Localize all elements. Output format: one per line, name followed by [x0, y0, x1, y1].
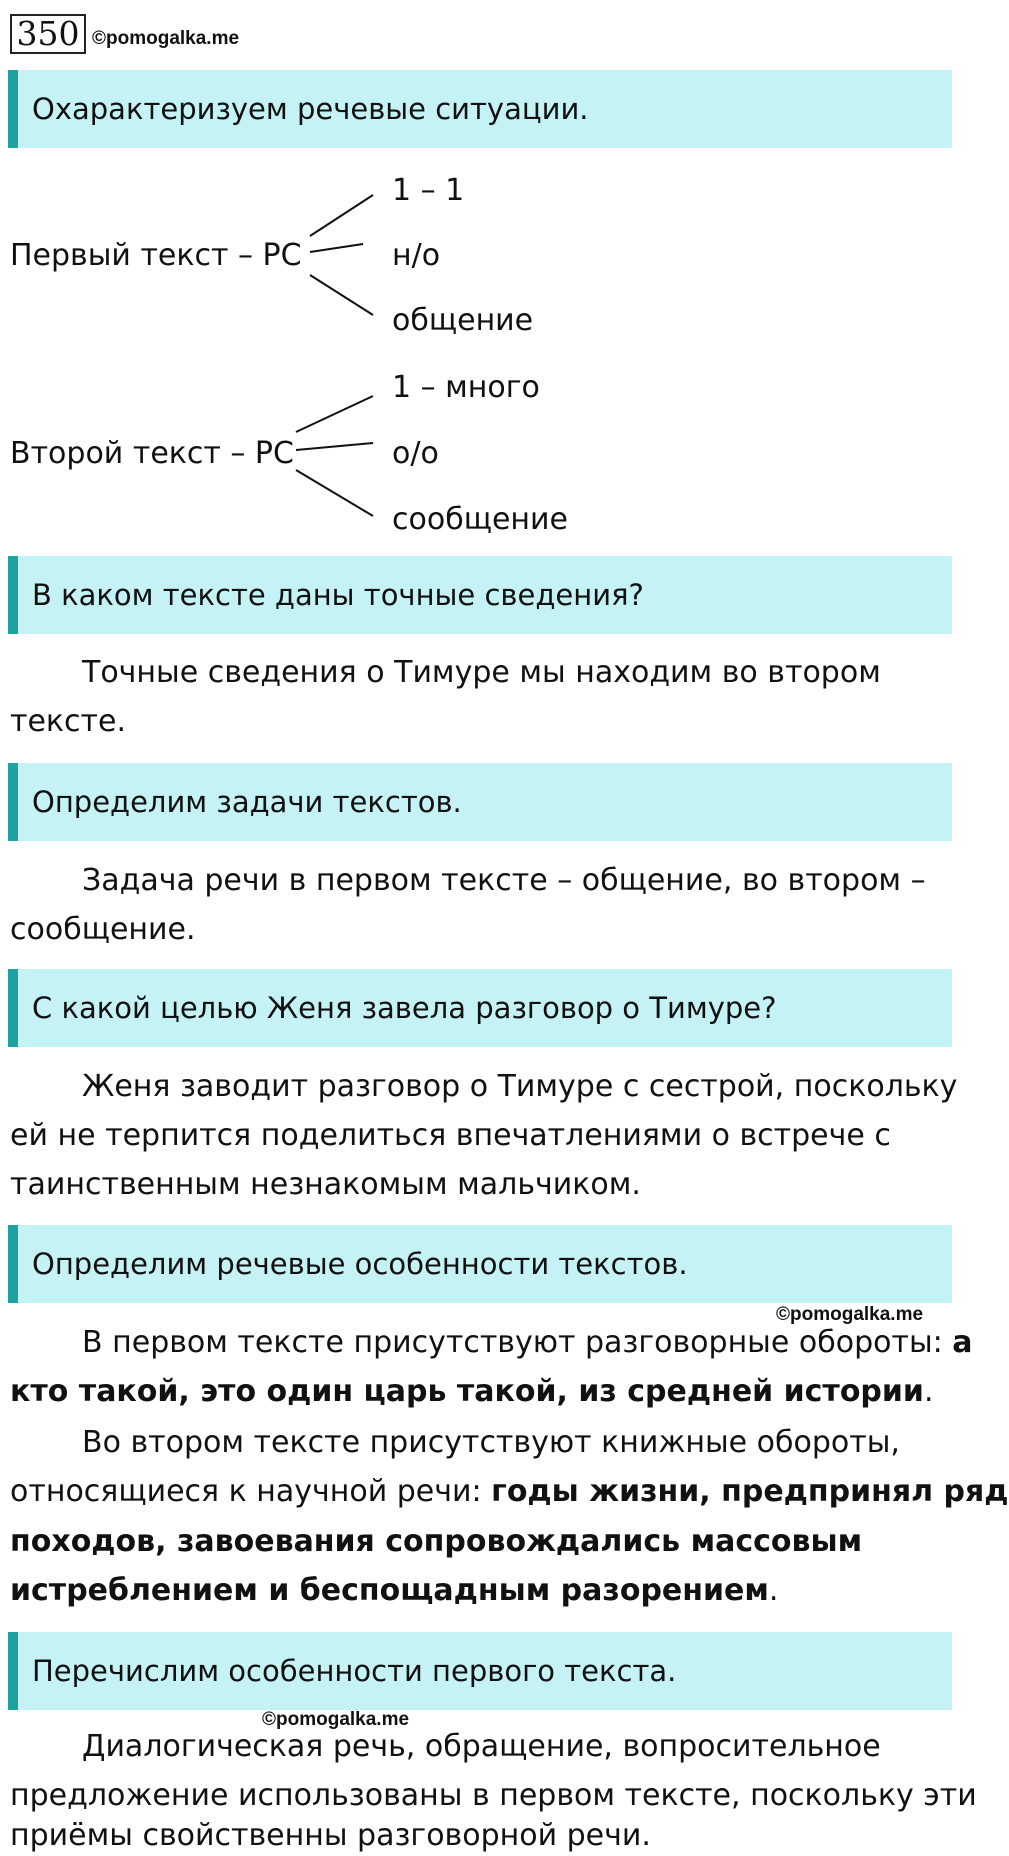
paragraph-line: ей не терпится поделиться впечатлениями о встрече с: [10, 1118, 891, 1153]
scheme2-label: Второй текст – РС: [10, 436, 294, 471]
scheme2-branch: о/о: [392, 436, 439, 471]
scheme2-branch: сообщение: [392, 502, 568, 537]
watermark: ©pomogalka.me: [262, 1709, 410, 1730]
section-heading: Определим задачи текстов.: [8, 763, 952, 841]
section-heading: С какой целью Женя завела разговор о Тимуре?: [8, 969, 952, 1047]
paragraph-line: Диалогическая речь, обращение, вопросительное: [82, 1729, 881, 1764]
paragraph-line: тексте.: [10, 704, 127, 739]
bold-text: кто такой, это один царь такой, из средней истории: [10, 1374, 924, 1409]
paragraph-line: Точные сведения о Тимуре мы находим во втором: [82, 655, 881, 690]
paragraph-line: предложение использованы в первом тексте, поскольку эти: [10, 1778, 977, 1813]
paragraph-line: [82, 1323, 973, 1363]
scheme1-branch: н/о: [392, 238, 441, 273]
section-heading: Перечислим особенности первого текста.: [8, 1632, 952, 1710]
text-run: .: [768, 1573, 779, 1608]
task-number: 350: [10, 14, 86, 54]
text-run: относящиеся к научной речи:: [10, 1474, 492, 1509]
scheme1-branch: общение: [392, 303, 534, 338]
bold-text: а: [952, 1325, 973, 1360]
paragraph-line: походов, завоевания сопровождались массовым: [10, 1524, 863, 1559]
bold-text: годы жизни, предпринял ряд: [491, 1474, 1009, 1509]
bold-text: истреблением и беспощадным разорением: [10, 1573, 769, 1608]
section-heading: В каком тексте даны точные сведения?: [8, 556, 952, 634]
paragraph-line: [10, 1472, 1009, 1512]
paragraph-line: [10, 1571, 778, 1611]
paragraph-line: Задача речи в первом тексте – общение, во втором –: [82, 863, 926, 898]
scheme2-branch: 1 – много: [392, 370, 540, 405]
watermark: ©pomogalka.me: [92, 28, 240, 49]
watermark: ©pomogalka.me: [776, 1304, 924, 1325]
paragraph-line: Во втором тексте присутствуют книжные обороты,: [82, 1425, 900, 1460]
paragraph-line: сообщение.: [10, 912, 196, 947]
text-run: В первом тексте присутствуют разговорные обороты:: [82, 1325, 953, 1360]
scheme1-label: Первый текст – РС: [10, 238, 302, 273]
paragraph-line: [10, 1372, 934, 1412]
paragraph-line: приёмы свойственны разговорной речи.: [10, 1818, 651, 1853]
text-run: .: [923, 1374, 934, 1409]
scheme-lines: [0, 0, 960, 560]
section-heading: Охарактеризуем речевые ситуации.: [8, 70, 952, 148]
scheme1-branch: 1 – 1: [392, 173, 465, 208]
section-heading: Определим речевые особенности текстов.: [8, 1225, 952, 1303]
paragraph-line: Женя заводит разговор о Тимуре с сестрой, поскольку: [82, 1069, 958, 1104]
paragraph-line: таинственным незнакомым мальчиком.: [10, 1167, 641, 1202]
